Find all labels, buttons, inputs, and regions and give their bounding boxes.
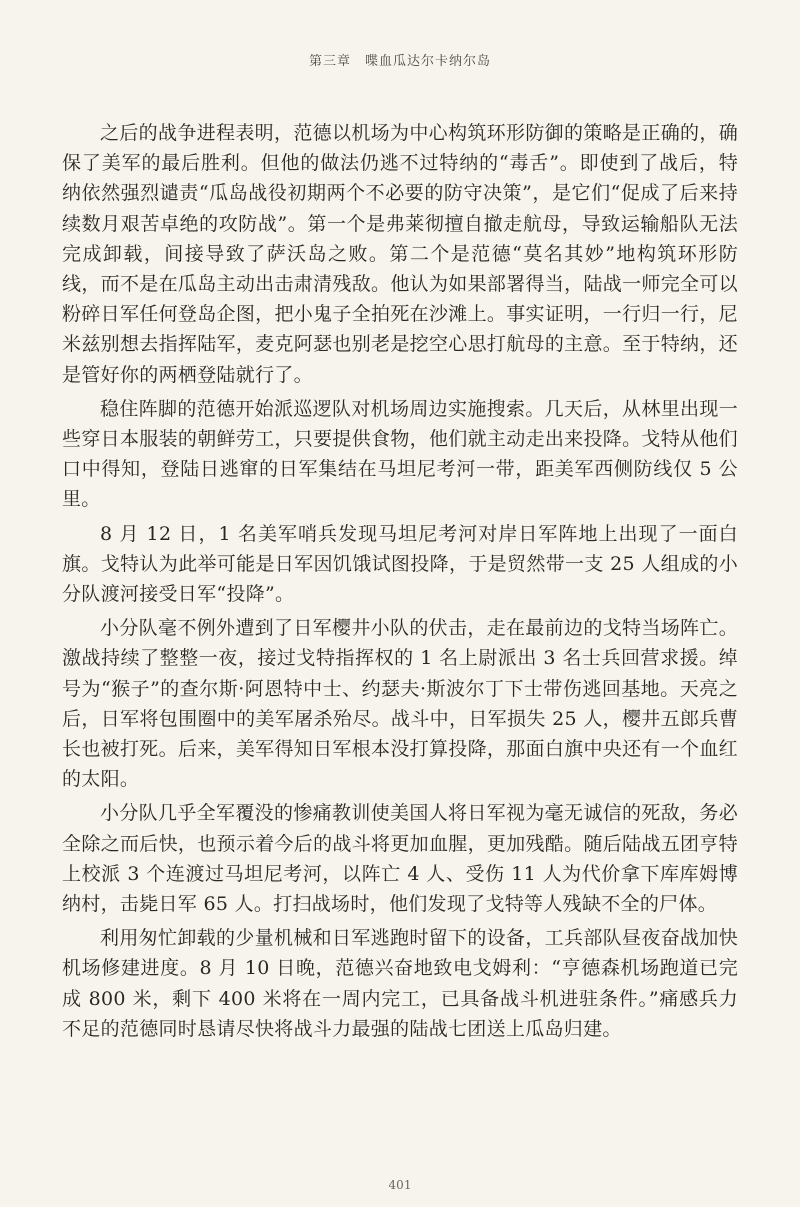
paragraph: 小分队毫不例外遭到了日军樱井小队的伏击，走在最前边的戈特当场阵亡。激战持续了整整一夜，接过戈特指挥权的 1 名上尉派出 3 名士兵回营求援。绰号为“猴子”的查尔斯·阿恩特中士、约瑟夫·斯波尔丁下士带伤逃回基地。天亮之后，日军将包围圈中的美军屠杀殆尽。战斗中，日军损失 25 人，樱井五郎兵曹长也被打死。后来，美军得知日军根本没打算投降，那面白旗中央还有一个血红的太阳。 — [62, 617, 738, 791]
paragraph: 之后的战争进程表明，范德以机场为中心构筑环形防御的策略是正确的，确保了美军的最后胜利。但他的做法仍逃不过特纳的“毒舌”。即使到了战后，特纳依然强烈谴责“瓜岛战役初期两个不必要的防守决策”，是它们“促成了后来持续数月艰苦卓绝的攻防战”。第一个是弗莱彻擅自撤走航母，导致运输船队无法完成卸载，间接导致了萨沃岛之败。第二个是范德“莫名其妙”地构筑环形防线，而不是在瓜岛主动出击肃清残敌。他认为如果部署得当，陆战一师完全可以粉碎日军任何登岛企图，把小鬼子全拍死在沙滩上。事实证明，一行归一行，尼米兹别想去指挥陆军，麦克阿瑟也别老是挖空心思打航母的主意。至于特纳，还是管好你的两栖登陆就行了。 — [62, 122, 738, 386]
running-header — [0, 50, 800, 69]
paragraph: 小分队几乎全军覆没的惨痛教训使美国人将日军视为毫无诚信的死敌，务必全除之而后快，也预示着今后的战斗将更加血腥，更加残酷。随后陆战五团亨特上校派 3 个连渡过马坦尼考河，以阵亡 4 人、受伤 11 人为代价拿下库库姆博纳村，击毙日军 65 人。打扫战场时，他们发现了戈特等人残缺不全的尸体。 — [62, 802, 738, 916]
page-number: 401 — [388, 1178, 412, 1192]
paragraph: 8 月 12 日，1 名美军哨兵发现马坦尼考河对岸日军阵地上出现了一面白旗。戈特认为此举可能是日军因饥饿试图投降，于是贸然带一支 25 人组成的小分队渡河接受日军“投降”。 — [62, 522, 738, 606]
chapter-label: 第三章 — [308, 54, 351, 69]
paragraph: 利用匆忙卸载的少量机械和日军逃跑时留下的设备，工兵部队昼夜奋战加快机场修建进度。8 月 10 日晚，范德兴奋地致电戈姆利：“亨德森机场跑道已完成 800 米，剩下 400 米将在一周内完工，已具备战斗机进驻条件。”痛感兵力不足的范德同时恳请尽快将战斗力最强的陆战七团送上瓜岛归建。 — [62, 927, 738, 1040]
chapter-title: 喋血瓜达尔卡纳尔岛 — [365, 54, 492, 69]
paragraph: 稳住阵脚的范德开始派巡逻队对机场周边实施搜索。几天后，从林里出现一些穿日本服装的朝鲜劳工，只要提供食物，他们就主动走出来投降。戈特从他们口中得知，登陆日逃窜的日军集结在马坦尼考河一带，距美军西侧防线仅 5 公里。 — [62, 397, 738, 511]
body-text — [62, 118, 738, 1048]
